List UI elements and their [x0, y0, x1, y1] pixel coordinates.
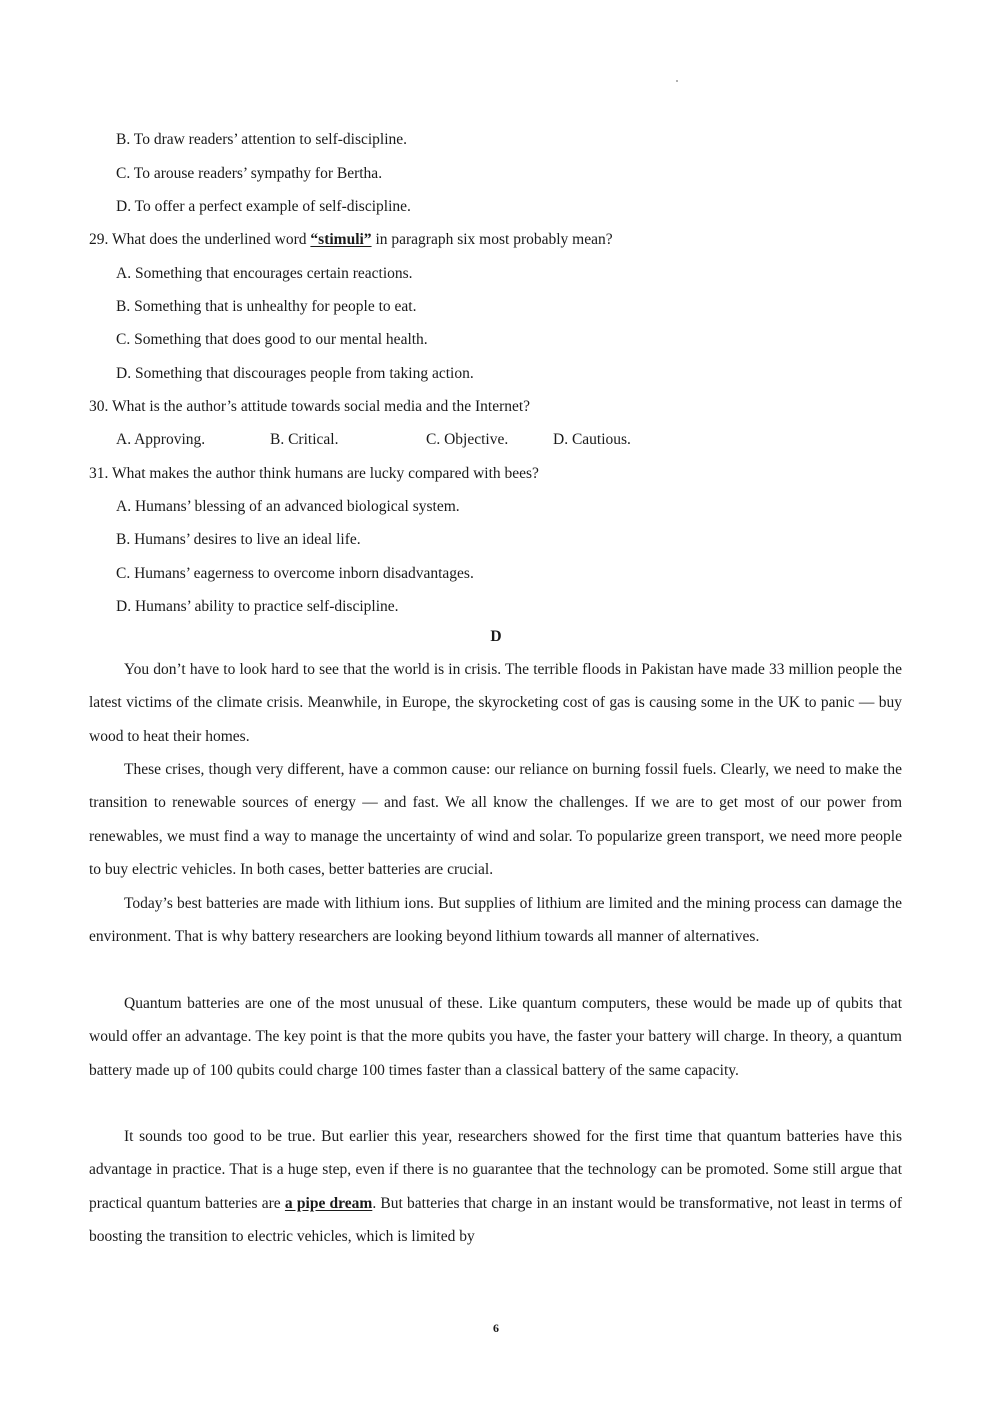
passage-paragraph-4: Quantum batteries are one of the most unusual of these. Like quantum computers, these would be made up of qubits that would offer an advantage. The key point is that the more qubits you have, the faster your battery will charge. In theory, a quantum battery made up of 100 qubits could charge 100 times faster than a classical battery of the same capacity. [89, 995, 902, 1079]
scan-dot [676, 80, 678, 82]
q28-option-d: D. To offer a perfect example of self-discipline. [116, 198, 411, 215]
passage-paragraph-2: These crises, though very different, have a common cause: our reliance on burning fossil fuels. Clearly, we need to make the transition to renewable sources of energy — and fast. We all know the challenges. If we are to get most of our power from renewables, we must find a way to manage the uncertainty of wind and solar. To popularize green transport, we need more people to buy electric vehicles. In both cases, better batteries are crucial. [89, 761, 902, 879]
q28-option-c: C. To arouse readers’ sympathy for Bertha. [116, 165, 383, 182]
q29-prefix: 29. What does the underlined word [89, 231, 311, 248]
q30-option-d: D. Cautious. [553, 431, 631, 448]
passage-paragraph-1: You don’t have to look hard to see that the world is in crisis. The terrible floods in Pakistan have made 33 million people the latest victims of the climate crisis. Meanwhile, in Europe, the skyrocketing cost of gas is causing some in the UK to panic — buy wood to heat their homes. [89, 661, 902, 745]
q31-question: 31. What makes the author think humans are lucky compared with bees? [89, 465, 539, 482]
q31-option-a: A. Humans’ blessing of an advanced biological system. [116, 498, 460, 515]
q29-question [89, 230, 613, 250]
page-number: 6 [493, 1321, 499, 1335]
passage-paragraph-5 [89, 1120, 902, 1254]
q30-options [116, 430, 676, 450]
q30-question: 30. What is the author’s attitude towards social media and the Internet? [89, 398, 531, 415]
q30-option-a: A. Approving. [116, 431, 206, 448]
q29-option-b: B. Something that is unhealthy for people to eat. [116, 298, 417, 315]
q31-option-b: B. Humans’ desires to live an ideal life. [116, 531, 361, 548]
q30-option-c: C. Objective. [426, 431, 509, 448]
passage-paragraph-3: Today’s best batteries are made with lithium ions. But supplies of lithium are limited and the mining process can damage the environment. That is why battery researchers are looking beyond lithium towards all manner of alternatives. [89, 895, 902, 946]
section-heading: D [490, 628, 502, 645]
paragraph-5-text-before: It sounds too good to be true. But earlier this year, researchers showed for the first time that quantum batteries have this advantage in practice. That is a huge step, even if there is no guarantee that the technology can be promoted. Some still argue that practical quantum batteries are [89, 1128, 902, 1212]
q29-option-a: A. Something that encourages certain reactions. [116, 265, 413, 282]
q31-option-c: C. Humans’ eagerness to overcome inborn disadvantages. [116, 565, 474, 582]
q29-keyword: “stimuli” [310, 231, 372, 248]
q29-option-d: D. Something that discourages people from taking action. [116, 365, 474, 382]
q30-option-b: B. Critical. [270, 431, 339, 448]
paragraph-5-text-after: . But batteries that charge in an instant would be transformative, not least in terms of boosting the transition to electric vehicles, which is limited by [89, 1194, 902, 1246]
pipe-dream-keyword: a pipe dream [284, 1194, 373, 1212]
q29-option-c: C. Something that does good to our mental health. [116, 331, 428, 348]
q29-suffix: in paragraph six most probably mean? [371, 231, 613, 248]
q31-option-d: D. Humans’ ability to practice self-discipline. [116, 598, 399, 615]
q28-option-b: B. To draw readers’ attention to self-discipline. [116, 131, 408, 148]
